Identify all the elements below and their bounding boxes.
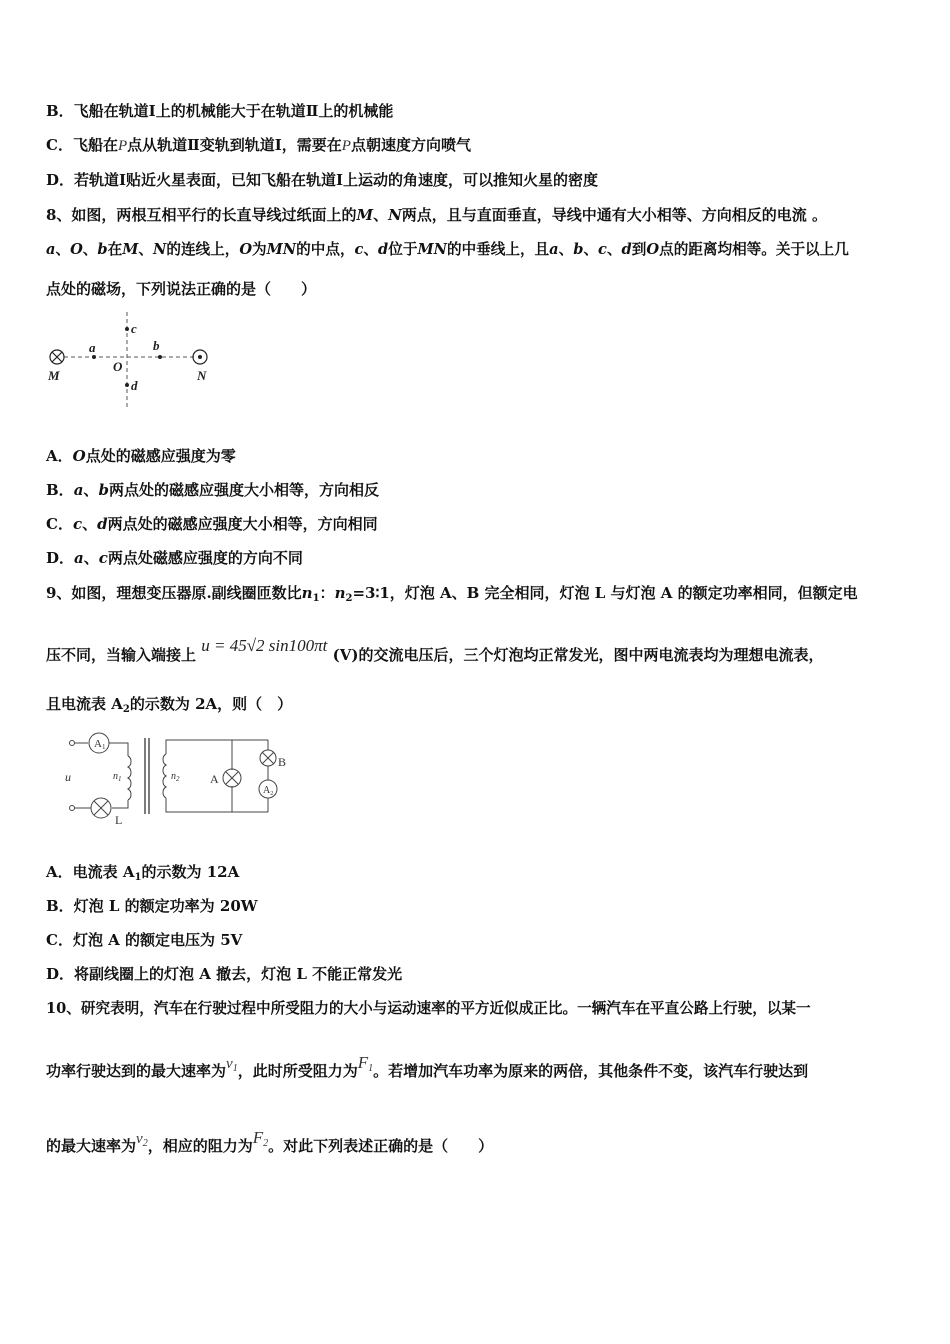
q7-option-c: [46, 135, 471, 156]
q9-stem-line2: [46, 636, 824, 665]
q8-option-c: [46, 514, 378, 534]
text-run: 在: [107, 241, 123, 258]
text-run: =3∶1，灯泡 A、B 完全相同，灯泡 L 与灯泡 A 的额定功率相同，但额定电: [352, 584, 858, 602]
label-lamp-l: L: [115, 813, 123, 827]
text-run: 、: [606, 241, 622, 258]
var-c: c: [598, 241, 607, 258]
label-m: M: [48, 368, 60, 383]
var-a: a: [549, 241, 559, 258]
subscript: 1: [312, 593, 320, 604]
text-run: 点的距离均相等。关于以上几: [659, 241, 849, 258]
label-c: c: [131, 321, 137, 336]
text-run: 、: [558, 241, 574, 258]
text-run: 、: [55, 241, 71, 258]
q8-stem-line1: [46, 205, 827, 225]
q8-option-a: [46, 446, 236, 466]
subscript: 2: [122, 704, 130, 715]
var-d: d: [621, 241, 632, 258]
text-run: 的连线上，: [166, 241, 240, 258]
q9-option-b: B．灯泡 L 的额定功率为 20W: [46, 897, 258, 915]
text-run: 且电流表 A: [46, 695, 123, 713]
q10-stem-line1: 10、研究表明，汽车在行驶过程中所受阻力的大小与运动速率的平方近似成正比。一辆汽车在平直公路上行驶，以某一: [46, 1000, 811, 1017]
label-o: O: [113, 359, 123, 374]
text-run: 、: [82, 241, 98, 258]
text-run: 的最大速率为: [46, 1137, 137, 1155]
text-run: 位于: [388, 241, 418, 258]
var-a: a: [74, 549, 84, 567]
label-a: a: [89, 340, 96, 355]
q9-option-a: [46, 862, 239, 888]
var-d: d: [378, 241, 389, 258]
var-N: N: [388, 206, 402, 224]
q8-wires-diagram: [40, 312, 225, 414]
point-c-dot: [125, 327, 129, 331]
q8-stem-line3: 点处的磁场，下列说法正确的是（ ）: [46, 280, 317, 298]
q9-transformer-circuit: [60, 726, 300, 830]
text-run: 的示数为 12A: [141, 863, 240, 881]
point-p-symbol: P: [117, 138, 128, 154]
q9-stem-line3: [46, 694, 292, 720]
point-d-dot: [125, 383, 129, 387]
q7-option-b: B．飞船在轨道Ⅰ上的机械能大于在轨道Ⅱ上的机械能: [46, 102, 394, 120]
var-a: a: [73, 481, 84, 499]
var-f2: $F_2$: [252, 1128, 269, 1149]
var-c: c: [354, 241, 364, 258]
q9-option-c: C．灯泡 A 的额定电压为 5V: [46, 931, 243, 949]
var-O: O: [646, 241, 660, 258]
text-run: 、: [83, 481, 99, 499]
q7-option-c-mid: 点从轨道Ⅱ变轨到轨道Ⅰ，需要在: [127, 136, 342, 154]
text-run: 点处的磁感应强度为零: [85, 447, 236, 465]
q7-option-c-post: 点朝速度方向喷气: [350, 136, 471, 154]
text-run: 的中垂线上，且: [446, 241, 550, 258]
input-terminal-bottom: [70, 806, 75, 811]
var-n: n: [301, 584, 313, 602]
label-n2: $n_2$: [171, 771, 180, 783]
text-run: (V)的交流电压后，三个灯泡均正常发光，图中两电流表均为理想电流表，: [332, 646, 824, 664]
voltage-equation: u = 45√2 sin100πt: [201, 636, 328, 655]
secondary-coil-icon: [163, 754, 166, 798]
point-b-dot: [158, 355, 162, 359]
var-f1: $F_1$: [357, 1053, 374, 1074]
var-c: c: [72, 515, 83, 533]
var-MN: MN: [417, 241, 447, 258]
text-run: ，此时所受阻力为: [237, 1062, 358, 1080]
q10-stem-line3: [46, 1128, 494, 1162]
var-N: N: [153, 241, 167, 258]
text-run: A．: [46, 447, 73, 465]
label-lamp-a: A: [210, 772, 219, 786]
text-run: ：: [319, 584, 335, 602]
wire-into-page-icon: [50, 350, 64, 364]
text-run: 。若增加汽车功率为原来的两倍，其他条件不变，该汽车行驶达到: [373, 1062, 809, 1080]
q8-option-b: [46, 480, 379, 500]
text-run: 功率行驶达到的最大速率为: [46, 1062, 227, 1080]
wire-out-of-page-icon: [193, 350, 207, 364]
text-run: 到: [631, 241, 647, 258]
var-v1: $v_1$: [226, 1056, 238, 1074]
var-M: M: [122, 241, 139, 258]
text-run: 、: [583, 241, 599, 258]
subscript: 1: [134, 872, 142, 883]
label-u: u: [65, 770, 71, 784]
var-b: b: [573, 241, 584, 258]
label-b: b: [153, 338, 160, 353]
q8-stem-line2: [46, 240, 849, 260]
text-run: D．: [46, 549, 75, 567]
text-run: 、: [363, 241, 379, 258]
text-run: 压不同，当输入端接上: [46, 646, 197, 664]
input-terminal-top: [70, 741, 75, 746]
var-b: b: [98, 481, 109, 499]
text-run: 的中点，: [296, 241, 355, 258]
text-run: 8、如图，两根互相平行的长直导线过纸面上的: [46, 206, 357, 224]
q9-stem-line1: [46, 583, 858, 609]
primary-coil-icon: [128, 756, 131, 800]
label-n: N: [197, 368, 207, 383]
text-run: 两点，且与直面垂直，导线中通有大小相等、方向相反的电流 。: [401, 206, 828, 224]
label-n1: $n_1$: [113, 771, 122, 783]
point-a-dot: [92, 355, 96, 359]
var-O: O: [72, 447, 86, 465]
var-v2: $v_2$: [136, 1131, 148, 1149]
text-run: A．电流表 A: [46, 863, 135, 881]
var-O: O: [70, 241, 83, 258]
label-lamp-b: B: [278, 755, 287, 769]
text-run: 9、如图，理想变压器原.副线圈匝数比: [46, 584, 302, 602]
subscript: 2: [345, 593, 353, 604]
var-a: a: [46, 241, 56, 258]
var-d: d: [97, 515, 108, 533]
text-run: 、: [83, 549, 99, 567]
text-run: 两点处的磁感应强度大小相等，方向相反: [108, 481, 379, 499]
label-a1: A1: [94, 738, 106, 751]
text-run: 、: [138, 241, 153, 258]
text-run: 两点处磁感应强度的方向不同: [107, 549, 303, 567]
q8-option-d: [46, 548, 303, 568]
q7-option-d: D．若轨道Ⅰ贴近火星表面，已知飞船在轨道Ⅰ上运动的角速度，可以推知火星的密度: [46, 171, 599, 189]
text-run: C．: [46, 515, 73, 533]
text-run: 、: [373, 206, 389, 224]
label-a2: $A_2$: [263, 785, 274, 797]
text-run: 的示数为 2A，则（ ）: [129, 695, 293, 713]
text-run: 。对此下列表述正确的是（ ）: [268, 1137, 494, 1155]
var-c: c: [98, 549, 108, 567]
text-run: B．: [46, 481, 74, 499]
var-MN: MN: [266, 241, 297, 258]
q10-stem-line2: [46, 1053, 809, 1087]
var-n: n: [334, 584, 346, 602]
var-O: O: [239, 241, 253, 258]
var-M: M: [356, 206, 374, 224]
text-run: 为: [252, 241, 267, 258]
text-run: 、: [82, 515, 98, 533]
label-d: d: [131, 378, 138, 393]
point-p-symbol: P: [341, 138, 351, 154]
text-run: 两点处的磁感应强度大小相等，方向相同: [107, 515, 378, 533]
text-run: ，相应的阻力为: [147, 1137, 253, 1155]
q7-option-c-pre: C．飞船在: [46, 136, 118, 154]
q9-option-d: D．将副线圈上的灯泡 A 撤去，灯泡 L 不能正常发光: [46, 965, 403, 983]
var-b: b: [97, 241, 108, 258]
